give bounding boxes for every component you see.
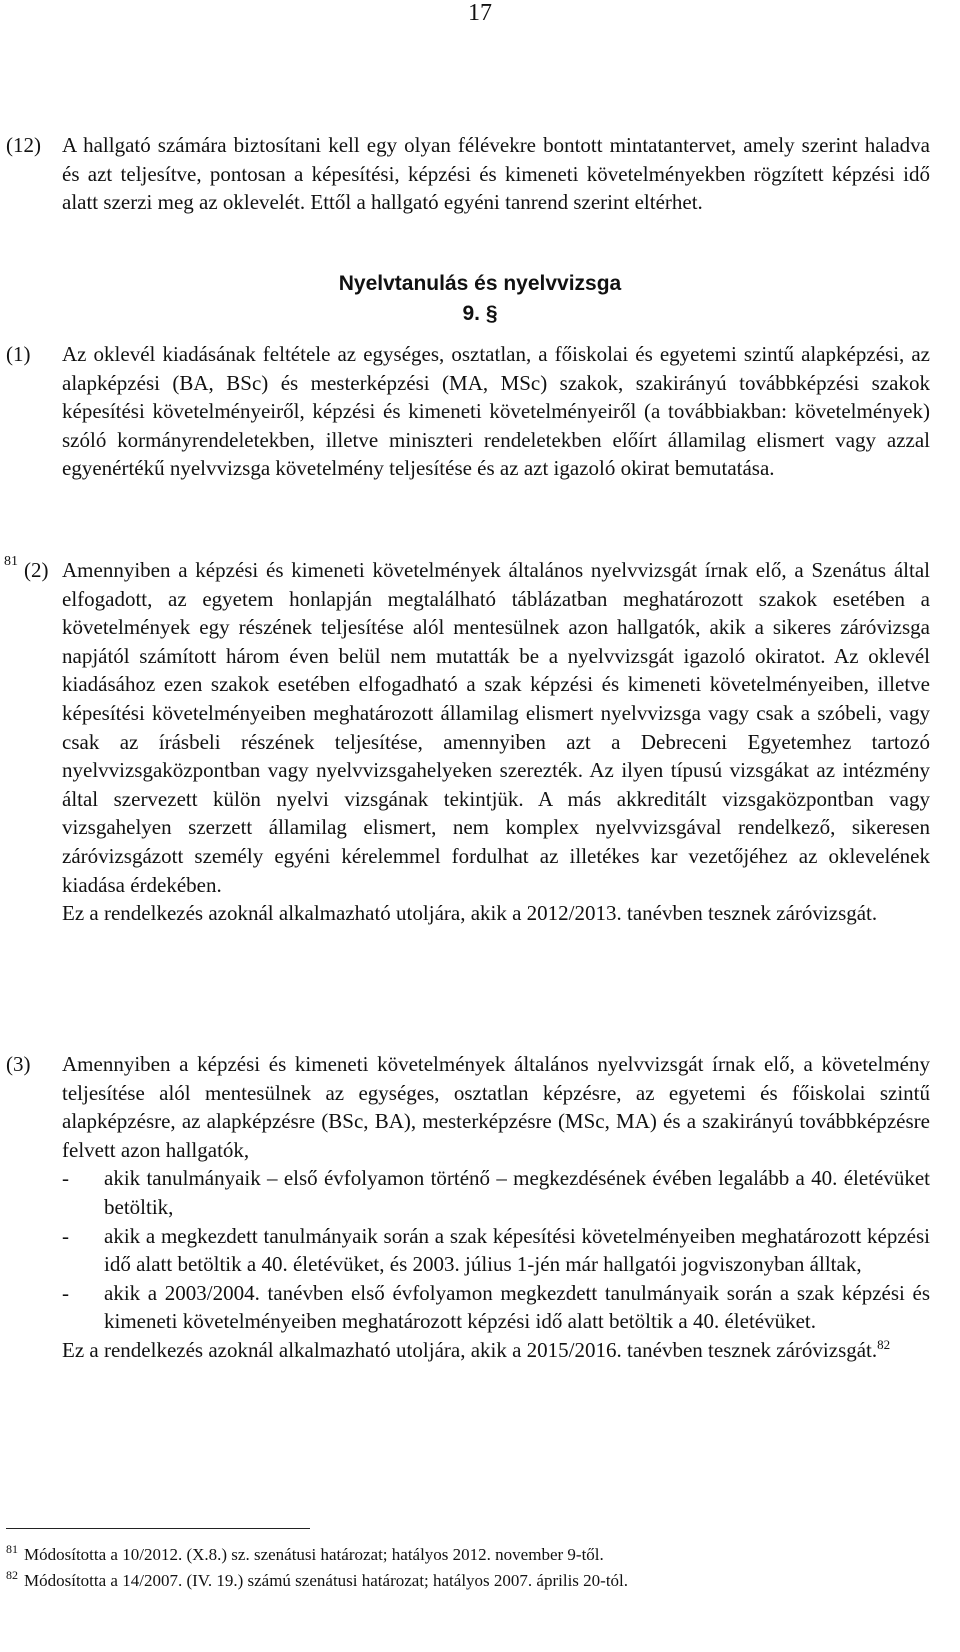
paragraph-note <box>62 1336 930 1365</box>
footnote-divider <box>6 1528 310 1529</box>
list-dash: - <box>62 1166 69 1191</box>
paragraph-note-text: Ez a rendelkezés azoknál alkalmazható utoljára, akik a 2015/2016. tanévben tesznek záróvizsgát. <box>62 1337 878 1362</box>
paragraph-2 <box>6 556 930 928</box>
list-item <box>62 1279 930 1336</box>
paragraph-3 <box>6 1050 930 1365</box>
footnote-reference: 81 <box>4 554 18 569</box>
paragraph-text: A hallgató számára biztosítani kell egy olyan félévekre bontott mintatantervet, amely szerint haladva és azt teljesítve, pontosan a képesítési, képzési és kimeneti követelményekben rögzített képzési idő alatt szerzi meg az oklevelét. Ettől a hallgató egyéni tanrend szerint eltérhet. <box>62 133 930 215</box>
list-item-text: akik tanulmányaik – első évfolyamon történő – megkezdésének évében legalább a 40. életévüket betöltik, <box>104 1166 930 1219</box>
footnote-82 <box>6 1570 628 1592</box>
footnote-text: Módosította a 14/2007. (IV. 19.) számú szenátusi határozat; hatályos 2007. április 20-tól. <box>24 1571 629 1590</box>
footnote-text: Módosította a 10/2012. (X.8.) sz. szenátusi határozat; hatályos 2012. november 9-től. <box>24 1545 604 1564</box>
list-item-text: akik a 2003/2004. tanévben első évfolyamon megkezdett tanulmányaik során a szak képzési és kimeneti követelményeiben meghatározott képzési idő alatt betöltik a 40. életévüket. <box>104 1280 930 1334</box>
list-item <box>62 1164 930 1221</box>
list-item <box>62 1222 930 1279</box>
paragraph-text: Amennyiben a képzési és kimeneti követelmények általános nyelvvizsgát írnak elő, a Szenátus által elfogadott, az egyetem honlapján megtalálható táblázatban meghatározott szakok esetében a követelmények egy részének teljesítése alól mentesülnek azon hallgatók, akik a sikeres záróvizsga napjától számított három éven belül nem mutatták be a nyelvvizsgát igazoló okiratot. Az oklevél kiadásához ezen szakok esetében elfogadható a szak képzési és kimeneti követelményeiben, illetve képesítési követelményeiben meghatározott államilag elismert nyelvvizsga vagy csak a szóbeli, vagy csak az írásbeli részének teljesítése, amennyiben azt a Debreceni Egyetemhez tartozó nyelvvizsgaközpontban vagy nyelvvizsgahelyeken szerezték. Az ilyen típusú vizsgákat az intézmény által szervezett külön nyelvi vizsgának tekintjük. A más akkreditált vizsgaközpontban vagy vizsgahelyen szerzett államilag elismert, nem komplex nyelvvizsgával rendelkező, sikeresen záróvizsgázott személy egyéni kérelemmel fordulhat az illetékes kar vezetőjéhez az oklevelének kiadása érdekében. <box>62 558 930 897</box>
footnote-81 <box>6 1544 604 1566</box>
exemption-list <box>62 1164 930 1336</box>
page-number: 17 <box>468 0 492 26</box>
footnote-number: 81 <box>6 1542 18 1557</box>
paragraph-number: (2) <box>24 558 49 582</box>
list-dash: - <box>62 1280 69 1305</box>
list-item-text: akik a megkezdett tanulmányaik során a szak képesítési követelményeiben meghatározott képzési idő alatt betöltik a 40. életévüket, és 2003. július 1-jén már hallgatói jogviszonyban álltak, <box>104 1223 930 1277</box>
footnote-reference: 82 <box>877 1336 891 1352</box>
paragraph-number: (3) <box>6 1052 31 1076</box>
section-number: 9. § <box>462 302 498 325</box>
list-dash: - <box>62 1223 69 1248</box>
paragraph-1 <box>6 340 930 483</box>
paragraph-text: Amennyiben a képzési és kimeneti követelmények általános nyelvvizsgát írnak elő, a követelmény teljesítése alól mentesülnek az egységes, osztatlan képzésre, az egyetemi és főiskolai szintű alapképzésre, az alapképzésre (BSc, BA), mesterképzésre (MSc, MA) és a szakirányú továbbképzésre felvett azon hallgatók, <box>62 1052 930 1162</box>
footnote-number: 82 <box>6 1568 18 1583</box>
paragraph-note: Ez a rendelkezés azoknál alkalmazható utoljára, akik a 2012/2013. tanévben tesznek záróvizsgát. <box>62 901 878 926</box>
section-heading: Nyelvtanulás és nyelvvizsga <box>338 272 622 295</box>
paragraph-text: Az oklevél kiadásának feltétele az egységes, osztatlan, a főiskolai és egyetemi szintű alapképzési, az alapképzési (BA, BSc) és mesterképzési (MA, MSc) szakok, szakirányú továbbképzési szakok képesítési követelményeiről, képzési és kimeneti követelményeiről (a továbbiakban: követelmények) szóló kormányrendeletekben, illetve miniszteri rendeletekben előírt államilag elismert vagy azzal egyenértékű nyelvvizsga követelmény teljesítése és az azt igazoló okirat bemutatása. <box>62 342 930 481</box>
paragraph-number: (1) <box>6 342 31 366</box>
paragraph-number: (12) <box>6 133 41 157</box>
paragraph-12 <box>6 131 930 217</box>
